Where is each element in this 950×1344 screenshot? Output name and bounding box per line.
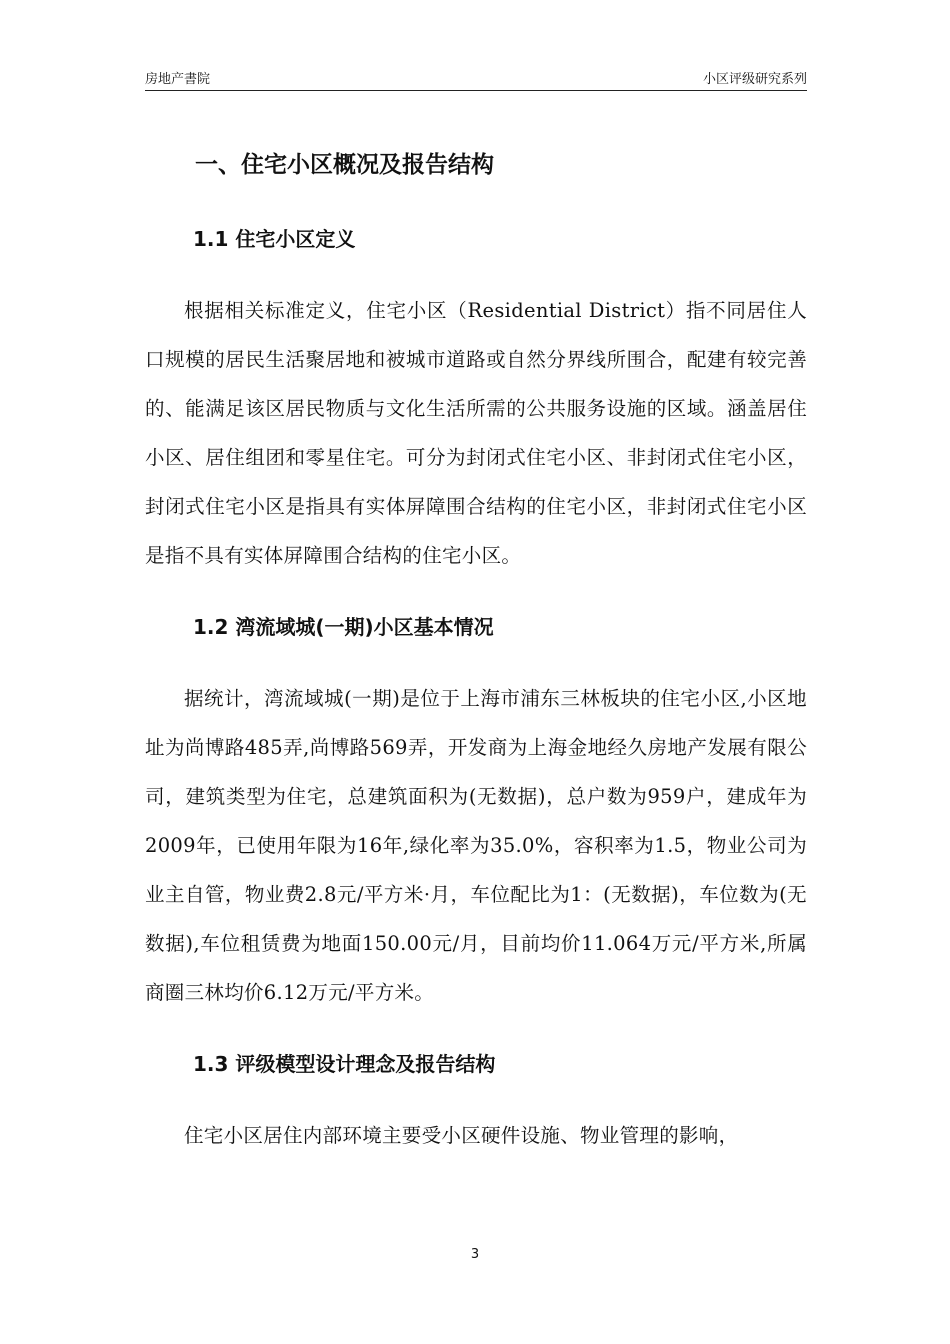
section-paragraph-1-3: 住宅小区居住内部环境主要受小区硬件设施、物业管理的影响， bbox=[184, 1124, 739, 1147]
header-publisher: 房地产書院 bbox=[145, 72, 211, 87]
section-paragraph-1-1: 根据相关标准定义，住宅小区（Residential District）指不同居住人口规模的居民生活聚居地和被城市道路或自然分界线所围合，配建有较完善的、能满足该区居民物质与文化生活所需的公共服务设施的区域。涵盖居住小区、居住组团和零星住宅。可分为封闭式住宅小区、非封闭式住宅小区，封闭式住宅小区是指具有实体屏障围合结构的住宅小区，非封闭式住宅小区是指不具有实体屏障围合结构的住宅小区。 bbox=[145, 299, 807, 567]
header-series: 小区评级研究系列 bbox=[702, 72, 807, 87]
section-title-1-1: 1.1 住宅小区定义 bbox=[193, 227, 356, 251]
section-paragraph-1-2: 据统计，湾流域城(一期)是位于上海市浦东三林板块的住宅小区,小区地址为尚博路485弄,尚博路569弄，开发商为上海金地经久房地产发展有限公司，建筑类型为住宅，总建筑面积为(无数据)，总户数为959户，建成年为2009年，已使用年限为16年,绿化率为35.0%，容积率为1.5，物业公司为业主自管，物业费2.8元/平方米·月，车位配比为1：(无数据)，车位数为(无数据),车位租赁费为地面150.00元/月，目前均价11.064万元/平方米,所属商圈三林均价6.12万元/平方米。 bbox=[145, 687, 807, 1004]
chapter-title: 一、住宅小区概况及报告结构 bbox=[195, 152, 494, 178]
document-body bbox=[145, 140, 807, 1160]
page-header bbox=[145, 66, 807, 91]
section-title-1-2: 1.2 湾流域城(一期)小区基本情况 bbox=[193, 615, 494, 639]
section-title-1-3: 1.3 评级模型设计理念及报告结构 bbox=[193, 1052, 496, 1076]
page-number: 3 bbox=[470, 1247, 480, 1262]
